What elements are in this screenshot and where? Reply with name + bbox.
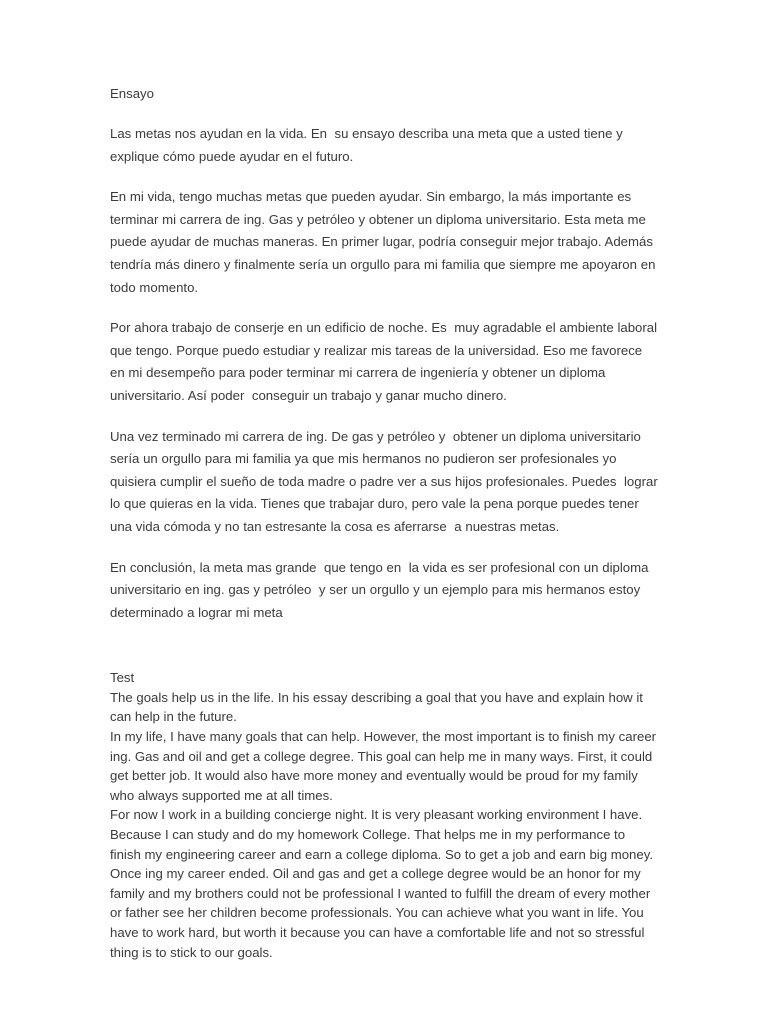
essay-paragraph-1: Las metas nos ayudan en la vida. En su ensayo describa una meta que a usted tiene y explique cómo puede ayudar en el futuro. [110, 126, 627, 164]
essay-paragraph-4: Una vez terminado mi carrera de ing. De gas y petróleo y obtener un diploma universitario sería un orgullo para mi familia ya que mis hermanos no pudieron ser profesionales yo quisiera cumplir el sueño de toda madre o padre ver a sus hijos profesionales. Puedes lograr lo que quieras en la vida. Tienes que trabajar duro, pero vale la pena porque puedes tener una vida cómoda y no tan estresante la cosa es aferrarse a nuestras metas. [110, 428, 662, 534]
essay-paragraph-5: En conclusión, la meta mas grande que tengo en la vida es ser profesional con un diploma universitario en ing. gas y petróleo y ser un orgullo y un ejemplo para mis hermanos estoy determinado a lograr mi meta [110, 559, 653, 620]
test-paragraph-1: The goals help us in the life. In his essay describing a goal that you have and explain how it can help in the future. [110, 689, 647, 725]
test-paragraph-3: For now I work in a building concierge night. It is very pleasant working environment I have. Because I can study and do my homework College. That helps me in my performance to finish my engineering career and earn a college diploma. So to get a job and earn big money. [110, 807, 653, 862]
test-section [110, 668, 658, 962]
section-spacer [110, 624, 658, 668]
essay-paragraph-2: En mi vida, tengo muchas metas que pueden ayudar. Sin embargo, la más importante es terminar mi carrera de ing. Gas y petróleo y obtener un diploma universitario. Esta meta me puede ayudar de muchas maneras. En primer lugar, podría conseguir mejor trabajo. Además tendría más dinero y finalmente sería un orgullo para mi familia que siempre me apoyaron en todo momento. [110, 189, 660, 295]
test-paragraph-4: Once ing my career ended. Oil and gas and get a college degree would be an honor for my family and my brothers could not be professional I wanted to fulfill the dream of every mother or father see her children become professionals. You can achieve what you want in life. You have to work hard, but worth it because you can have a comfortable life and not so stressful thing is to stick to our goals. [110, 866, 654, 960]
test-heading: Test [110, 670, 135, 686]
document-body [110, 84, 662, 962]
essay-heading: Ensayo [110, 86, 154, 101]
essay-paragraph-3: Por ahora trabajo de conserje en un edificio de noche. Es muy agradable el ambiente laboral que tengo. Porque puedo estudiar y realizar mis tareas de la universidad. Eso me favorece en mi desempeño para poder terminar mi carrera de ingeniería y obtener un diploma universitario. Así poder conseguir un trabajo y ganar mucho dinero. [110, 320, 661, 403]
essay-section [110, 84, 662, 624]
test-paragraph-2: In my life, I have many goals that can help. However, the most important is to finish my career ing. Gas and oil and get a college degree. This goal can help me in many ways. First, it could get better job. It would also have more money and eventually would be proud for my family who always supported me at all times. [110, 729, 660, 803]
